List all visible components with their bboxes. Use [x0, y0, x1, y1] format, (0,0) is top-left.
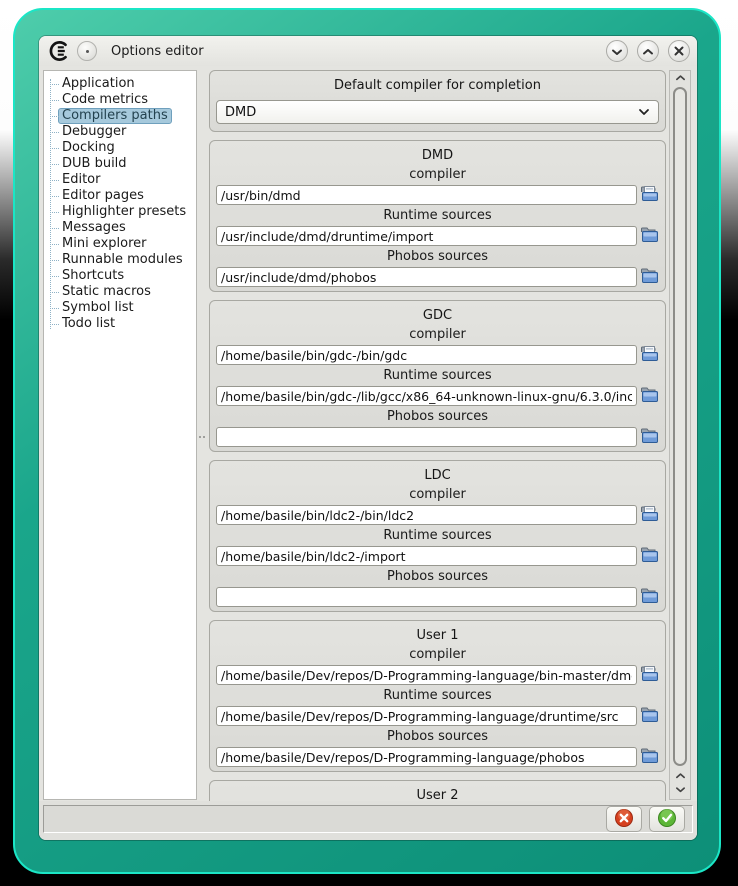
scroll-up-icon[interactable]	[670, 71, 690, 85]
field-label: compiler	[409, 167, 466, 182]
groupbox-title: User 2	[416, 788, 459, 801]
sidebar-item-label: Mini explorer	[62, 236, 147, 251]
field-label: Phobos sources	[386, 729, 489, 744]
window-body	[39, 66, 697, 801]
groupbox-title: Default compiler for completion	[334, 78, 541, 93]
sidebar-item-label: Highlighter presets	[62, 204, 187, 219]
ldc-runtime-sources-input[interactable]	[216, 546, 637, 566]
cancel-circle-icon	[614, 808, 634, 831]
sidebar-item-label: Shortcuts	[62, 268, 125, 283]
user-1-runtime-sources-input[interactable]	[216, 706, 637, 726]
compilers-paths-panel	[208, 70, 667, 801]
field-label: Runtime sources	[383, 688, 492, 703]
chevron-down-icon	[611, 44, 623, 59]
browse-file-button[interactable]	[637, 185, 663, 205]
browse-file-button[interactable]	[637, 665, 663, 685]
folder-icon	[640, 226, 660, 246]
footer-panel	[43, 805, 693, 833]
sidebar-item-editor-pages[interactable]	[44, 188, 196, 204]
sidebar-item-label: Editor pages	[62, 188, 144, 203]
browse-folder-button[interactable]	[637, 267, 663, 287]
splitter-grip-icon	[199, 436, 205, 438]
field-label: compiler	[409, 327, 466, 342]
options-editor-window	[39, 36, 697, 840]
open-file-icon	[640, 185, 660, 205]
browse-folder-button[interactable]	[637, 747, 663, 767]
gdc-compiler-input[interactable]	[216, 345, 637, 365]
groupbox-title: User 1	[416, 628, 459, 643]
sidebar-item-static-macros[interactable]	[44, 284, 196, 300]
path-field-row	[216, 345, 663, 365]
browse-folder-button[interactable]	[637, 386, 663, 406]
sidebar-item-label: Debugger	[62, 124, 127, 139]
options-scrollbar[interactable]	[669, 70, 691, 800]
selected-compiler-value: DMD	[225, 104, 257, 120]
field-label: compiler	[409, 487, 466, 502]
folder-icon	[640, 386, 660, 406]
path-field-row	[216, 505, 663, 525]
browse-folder-button[interactable]	[637, 427, 663, 447]
dialog-footer	[39, 801, 697, 840]
ldc-phobos-sources-input[interactable]	[216, 587, 637, 607]
maximize-button[interactable]	[637, 40, 659, 62]
path-field-row	[216, 386, 663, 406]
sidebar-item-code-metrics[interactable]	[44, 92, 196, 108]
path-field-row	[216, 587, 663, 607]
compiler-groupbox	[209, 140, 666, 292]
browse-file-button[interactable]	[637, 345, 663, 365]
open-file-icon	[640, 505, 660, 525]
sidebar-item-label: Messages	[62, 220, 126, 235]
chevron-up-icon	[642, 44, 654, 59]
sidebar-item-label: Editor	[62, 172, 101, 187]
path-field-row	[216, 427, 663, 447]
sidebar-item-application[interactable]	[44, 76, 196, 92]
browse-file-button[interactable]	[637, 505, 663, 525]
sidebar-item-runnable-modules[interactable]	[44, 252, 196, 268]
scroll-up-icon[interactable]	[675, 769, 686, 783]
default-compiler-groupbox	[209, 70, 666, 132]
accept-button[interactable]	[649, 806, 685, 832]
gdc-phobos-sources-input[interactable]	[216, 427, 637, 447]
groupbox-title: DMD	[421, 148, 454, 163]
folder-icon	[640, 267, 660, 287]
sidebar-item-symbol-list[interactable]	[44, 300, 196, 316]
path-field-row	[216, 665, 663, 685]
field-label: Runtime sources	[383, 368, 492, 383]
folder-icon	[640, 546, 660, 566]
open-file-icon	[640, 345, 660, 365]
window-frame	[13, 8, 721, 874]
sidebar-item-messages[interactable]	[44, 220, 196, 236]
sidebar-item-shortcuts[interactable]	[44, 268, 196, 284]
minimize-button[interactable]	[606, 40, 628, 62]
field-label: compiler	[409, 647, 466, 662]
browse-folder-button[interactable]	[637, 546, 663, 566]
sidebar-item-compilers-paths[interactable]	[44, 108, 196, 124]
browse-folder-button[interactable]	[637, 587, 663, 607]
window-menu-button[interactable]	[77, 41, 97, 61]
dmd-compiler-input[interactable]	[216, 185, 637, 205]
sidebar-item-todo-list[interactable]	[44, 316, 196, 332]
sidebar-item-label: Code metrics	[62, 92, 149, 107]
sidebar-item-editor[interactable]	[44, 172, 196, 188]
sidebar-item-highlighter-presets[interactable]	[44, 204, 196, 220]
scroll-down-icon[interactable]	[675, 783, 686, 797]
cancel-button[interactable]	[606, 806, 642, 832]
path-field-row	[216, 185, 663, 205]
field-label: Phobos sources	[386, 249, 489, 264]
field-label: Phobos sources	[386, 409, 489, 424]
sidebar-item-label: Todo list	[62, 316, 116, 331]
sidebar-item-label: Static macros	[62, 284, 151, 299]
pane-splitter[interactable]	[197, 70, 208, 800]
sidebar-item-debugger[interactable]	[44, 124, 196, 140]
compiler-groupbox	[209, 780, 666, 801]
category-tree	[44, 71, 196, 332]
field-label: Runtime sources	[383, 528, 492, 543]
app-logo-icon	[48, 40, 70, 62]
sidebar-item-label: Runnable modules	[62, 252, 183, 267]
user-1-phobos-sources-input[interactable]	[216, 747, 637, 767]
browse-folder-button[interactable]	[637, 706, 663, 726]
folder-icon	[640, 587, 660, 607]
path-field-row	[216, 226, 663, 246]
scrollbar-thumb[interactable]	[673, 87, 687, 766]
compiler-groupbox	[209, 460, 666, 612]
gdc-runtime-sources-input[interactable]	[216, 386, 637, 406]
compiler-groupbox	[209, 620, 666, 772]
groupbox-title: LDC	[424, 468, 451, 483]
chevron-down-icon	[638, 105, 650, 120]
folder-icon	[640, 747, 660, 767]
sidebar-item-mini-explorer[interactable]	[44, 236, 196, 252]
sidebar-item-label: Compilers paths	[58, 108, 172, 124]
sidebar-item-dub-build[interactable]	[44, 156, 196, 172]
default-compiler-select[interactable]	[216, 100, 659, 124]
field-label: Runtime sources	[383, 208, 492, 223]
user-1-compiler-input[interactable]	[216, 665, 637, 685]
browse-folder-button[interactable]	[637, 226, 663, 246]
sidebar-item-label: DUB build	[62, 156, 127, 171]
close-button[interactable]	[668, 40, 690, 62]
path-field-row	[216, 747, 663, 767]
path-field-row	[216, 706, 663, 726]
compiler-groupbox	[209, 300, 666, 452]
folder-icon	[640, 427, 660, 447]
categories-sidebar	[43, 70, 197, 800]
titlebar[interactable]	[39, 36, 697, 67]
field-label: Phobos sources	[386, 569, 489, 584]
sidebar-item-docking[interactable]	[44, 140, 196, 156]
sidebar-item-label: Docking	[62, 140, 115, 155]
path-field-row	[216, 546, 663, 566]
groupbox-title: GDC	[422, 308, 453, 323]
close-icon	[674, 44, 684, 59]
accept-circle-icon	[657, 808, 677, 831]
path-field-row	[216, 267, 663, 287]
window-controls	[606, 40, 697, 62]
sidebar-item-label: Application	[62, 76, 135, 91]
open-file-icon	[640, 665, 660, 685]
window-title: Options editor	[111, 43, 204, 59]
sidebar-item-label: Symbol list	[62, 300, 134, 315]
dmd-runtime-sources-input[interactable]	[216, 226, 637, 246]
ldc-compiler-input[interactable]	[216, 505, 637, 525]
folder-icon	[640, 706, 660, 726]
dmd-phobos-sources-input[interactable]	[216, 267, 637, 287]
